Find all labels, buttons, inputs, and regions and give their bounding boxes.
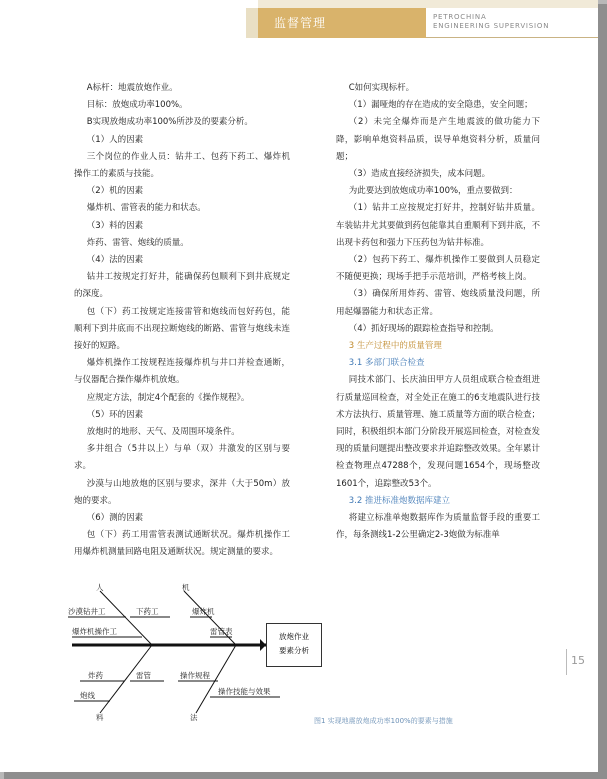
paragraph: 三个岗位的作业人员：钻井工、包药下药工、爆炸机操作工的素质与技能。 xyxy=(74,151,290,180)
page-shadow-right xyxy=(598,4,607,779)
result-line-2: 要素分析 xyxy=(279,646,309,655)
label-procedure: 操作规程 xyxy=(180,671,210,680)
paragraph: （6）测的因素 xyxy=(86,513,144,524)
paragraph: （2）包药下药工、爆炸机操作工要做到人员稳定不随便更换；现场手把手示范培训，严格考核上岗。 xyxy=(336,255,540,283)
paragraph: 放炮时的地形、天气、及周围环境条件。 xyxy=(86,427,240,438)
header-accent-block xyxy=(246,8,258,38)
subsection-heading: 3.1 多部门联合检查 xyxy=(348,358,425,369)
paragraph: （5）环的因素 xyxy=(86,409,144,420)
paragraph: （4）法的因素 xyxy=(86,255,144,266)
label-loader: 下药工 xyxy=(136,607,159,616)
page-shadow-bottom xyxy=(4,772,607,779)
bone-label-machine: 机 xyxy=(182,583,190,592)
section-heading: 3 生产过程中的质量管理 xyxy=(348,341,442,352)
paragraph: （3）料的因素 xyxy=(86,220,144,231)
paragraph: 爆炸机操作工按规程连接爆炸机与井口并检查通断，与仪器配合操作爆炸机放炮。 xyxy=(74,358,290,386)
figure-caption: 图1 实现地震放炮成功率100%的要素与措施 xyxy=(314,717,453,725)
paragraph: 同技术部门、长庆油田甲方人员组成联合检查组进行质量巡回检查，对全处正在施工的6支地震队进行技术方法执行、质量管理、施工质量等方面的联合检查；同时，积极组织本部门分阶段开展巡回检查，对检查发现的质量问题提出整改要求并追踪整改效果。全年累计检查物理点47288个，发现问题1654个，现场整改1601个，追踪整改53个。 xyxy=(336,375,541,489)
label-detonator: 雷管 xyxy=(136,671,151,680)
paragraph: （1）人的因素 xyxy=(86,134,144,145)
bone-label-people: 人 xyxy=(96,583,104,592)
paragraph: 炸药、雷管、炮线的质量。 xyxy=(86,237,189,248)
header-divider xyxy=(426,37,598,38)
paragraph: （1）钻井工应按规定打好井，控制好钻井质量。车装钻井尤其要做到药包能靠其自重顺利下到井底，不出现卡药包和强力下压药包为钻井标准。 xyxy=(336,203,541,248)
label-driller: 沙漠钻井工 xyxy=(68,607,106,616)
paragraph: 为此要达到放炮成功率100%，重点要做到： xyxy=(348,186,518,197)
paragraph: （4）抓好现场的跟踪检查指导和控制。 xyxy=(348,323,499,334)
brand-line-1: PETROCHINA xyxy=(433,13,487,21)
paragraph: 包（下）药工用雷管表测试通断状况。爆炸机操作工用爆炸机测量回路电阻及通断状况。规定测量的要求。 xyxy=(74,530,290,558)
left-column xyxy=(74,80,290,562)
label-wire: 炮线 xyxy=(80,691,95,700)
label-explosive: 炸药 xyxy=(88,671,103,680)
header-strip xyxy=(258,0,598,8)
result-line-1: 放炮作业 xyxy=(279,632,309,641)
label-detonator-meter: 雷管表 xyxy=(210,627,233,636)
paragraph: 多井组合（5井以上）与单（双）井激发的区别与要求。 xyxy=(74,444,290,472)
brand-line-2: ENGINEERING SUPERVISION xyxy=(433,22,550,30)
bone-label-material: 料 xyxy=(96,713,104,722)
subsection-heading: 3.2 推进标准炮数据库建立 xyxy=(348,495,450,506)
page-number: 15 xyxy=(571,654,585,667)
fishbone-diagram xyxy=(60,585,330,725)
right-column xyxy=(336,80,540,544)
brand-title xyxy=(433,13,593,31)
paragraph: （1）漏哑炮的存在造成的安全隐患，安全问题； xyxy=(348,100,533,111)
paragraph: B实现放炮成功率100%所涉及的要素分析。 xyxy=(86,117,253,128)
paragraph: （3）造成直接经济损失，成本问题。 xyxy=(348,169,491,180)
paragraph: （2）机的因素 xyxy=(86,186,144,197)
paragraph: 应规定方法，制定4个配套的《操作规程》。 xyxy=(86,392,250,403)
paragraph: 将建立标准单炮数据库作为质量监督手段的重要工作，每条测线1-2公里确定2-3炮做为标准单 xyxy=(336,513,540,541)
page-number-divider xyxy=(566,649,567,675)
paragraph: 包（下）药工按规定连接雷管和炮线而包好药包，能顺利下到井底而不出现拉断炮线的断路、雷管与炮线未连接好的短路。 xyxy=(74,306,290,352)
section-title: 监督管理 xyxy=(258,8,426,38)
result-box xyxy=(266,623,322,667)
paragraph: C如何实现标杆。 xyxy=(348,83,415,93)
paragraph: A标杆：地震放炮作业。 xyxy=(86,83,178,93)
paragraph: 钻井工按规定打好井，能确保药包顺利下到井底规定的深度。 xyxy=(74,272,290,300)
label-operator: 爆炸机操作工 xyxy=(72,627,117,636)
paragraph: 沙漠与山地放炮的区别与要求，深井（大于50m）放炮的要求。 xyxy=(74,478,290,506)
paragraph: （2）未完全爆炸而是产生地震波的做功能力下降，影响单炮资料品质，误导单炮资料分析，质量问题； xyxy=(336,117,540,162)
paragraph: 爆炸机、雷管表的能力和状态。 xyxy=(86,203,206,214)
paragraph: 目标：放炮成功率100%。 xyxy=(86,100,188,111)
paragraph: （3）确保所用炸药、雷管、炮线质量没问题，所用起爆器能力和状态正常。 xyxy=(336,289,540,317)
label-blaster: 爆炸机 xyxy=(192,607,215,616)
bone-label-method: 法 xyxy=(190,713,198,722)
label-skill-effect: 操作技能与效果 xyxy=(218,687,271,696)
